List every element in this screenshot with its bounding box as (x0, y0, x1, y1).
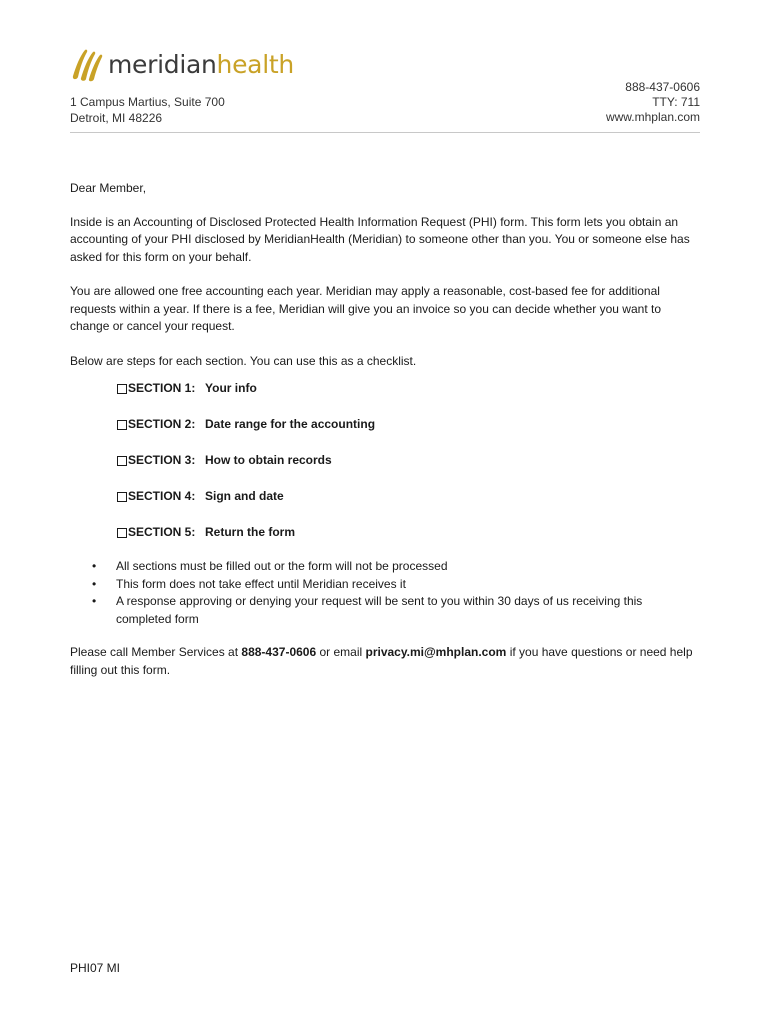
checklist-section-number: SECTION 1: (128, 381, 196, 396)
paragraph-fees: You are allowed one free accounting each year. Meridian may apply a reasonable, cost-based fee for additional requests within a year. If there is a fee, Meridian will give you an invoice so you can decide whether you want to change or cancel your request. (70, 284, 661, 333)
list-item: • A response approving or denying your request will be sent to you within 30 days of us receiving this completed form (70, 593, 700, 628)
member-services-phone: 888-437-0606 (241, 645, 317, 659)
checkbox-icon[interactable] (117, 528, 127, 538)
checklist-section-number: SECTION 4: (128, 489, 196, 504)
checklist-item-section-3 (117, 452, 700, 470)
checkbox-icon[interactable] (117, 492, 127, 502)
logo-wordmark (108, 49, 294, 79)
meridianhealth-logo (70, 46, 294, 82)
checklist-section-label: Your info (205, 381, 257, 396)
checklist-item-section-5 (117, 524, 700, 542)
checklist-item-section-4 (117, 488, 700, 506)
checklist-section-number: SECTION 3: (128, 453, 196, 468)
list-item: • All sections must be filled out or the form will not be processed (70, 558, 700, 576)
meridian-logo-icon (70, 46, 104, 82)
paragraph-checklist-intro: Below are steps for each section. You can use this as a checklist. (70, 353, 417, 368)
closing-text-2: or email (316, 645, 366, 659)
checklist-item-section-2 (117, 416, 700, 434)
checkbox-icon[interactable] (117, 384, 127, 394)
address-line-1: 1 Campus Martius, Suite 700 (70, 95, 225, 109)
privacy-email[interactable]: privacy.mi@mhplan.com (365, 645, 507, 659)
checklist-section-label: How to obtain records (205, 453, 332, 468)
checklist-section-number: SECTION 2: (128, 417, 196, 432)
closing-paragraph (70, 644, 700, 679)
closing-text-3: if you have questions or need help filling out this form. (70, 645, 693, 677)
form-code: PHI07 MI (70, 961, 121, 975)
letter-body (70, 180, 700, 679)
greeting: Dear Member, (70, 181, 147, 195)
mailing-address (70, 94, 225, 126)
paragraph-intro: Inside is an Accounting of Disclosed Protected Health Information Request (PHI) form. This form lets you obtain an accounting of your PHI disclosed by MeridianHealth (Meridian) to someone other than you. You or someone else has asked for this form on your behalf. (70, 214, 690, 264)
address-line-2: Detroit, MI 48226 (70, 111, 163, 125)
list-item: • This form does not take effect until Meridian receives it (70, 576, 700, 594)
checklist-section-label: Return the form (205, 525, 295, 540)
section-checklist (117, 380, 700, 542)
checklist-section-label: Sign and date (205, 489, 284, 504)
logo-word-health: health (216, 49, 294, 79)
checklist-section-number: SECTION 5: (128, 525, 196, 540)
contact-website[interactable]: www.mhplan.com (605, 110, 700, 124)
checklist-section-label: Date range for the accounting (205, 417, 376, 432)
requirements-list (70, 558, 700, 628)
checklist-item-section-1 (117, 380, 700, 398)
contact-phone: 888-437-0606 (625, 80, 700, 94)
contact-block (606, 80, 700, 125)
checkbox-icon[interactable] (117, 456, 127, 466)
header-divider (70, 132, 700, 133)
checkbox-icon[interactable] (117, 420, 127, 430)
logo-word-meridian: meridian (108, 49, 217, 79)
closing-text-1: Please call Member Services at (70, 645, 242, 659)
contact-tty: TTY: 711 (652, 95, 700, 109)
